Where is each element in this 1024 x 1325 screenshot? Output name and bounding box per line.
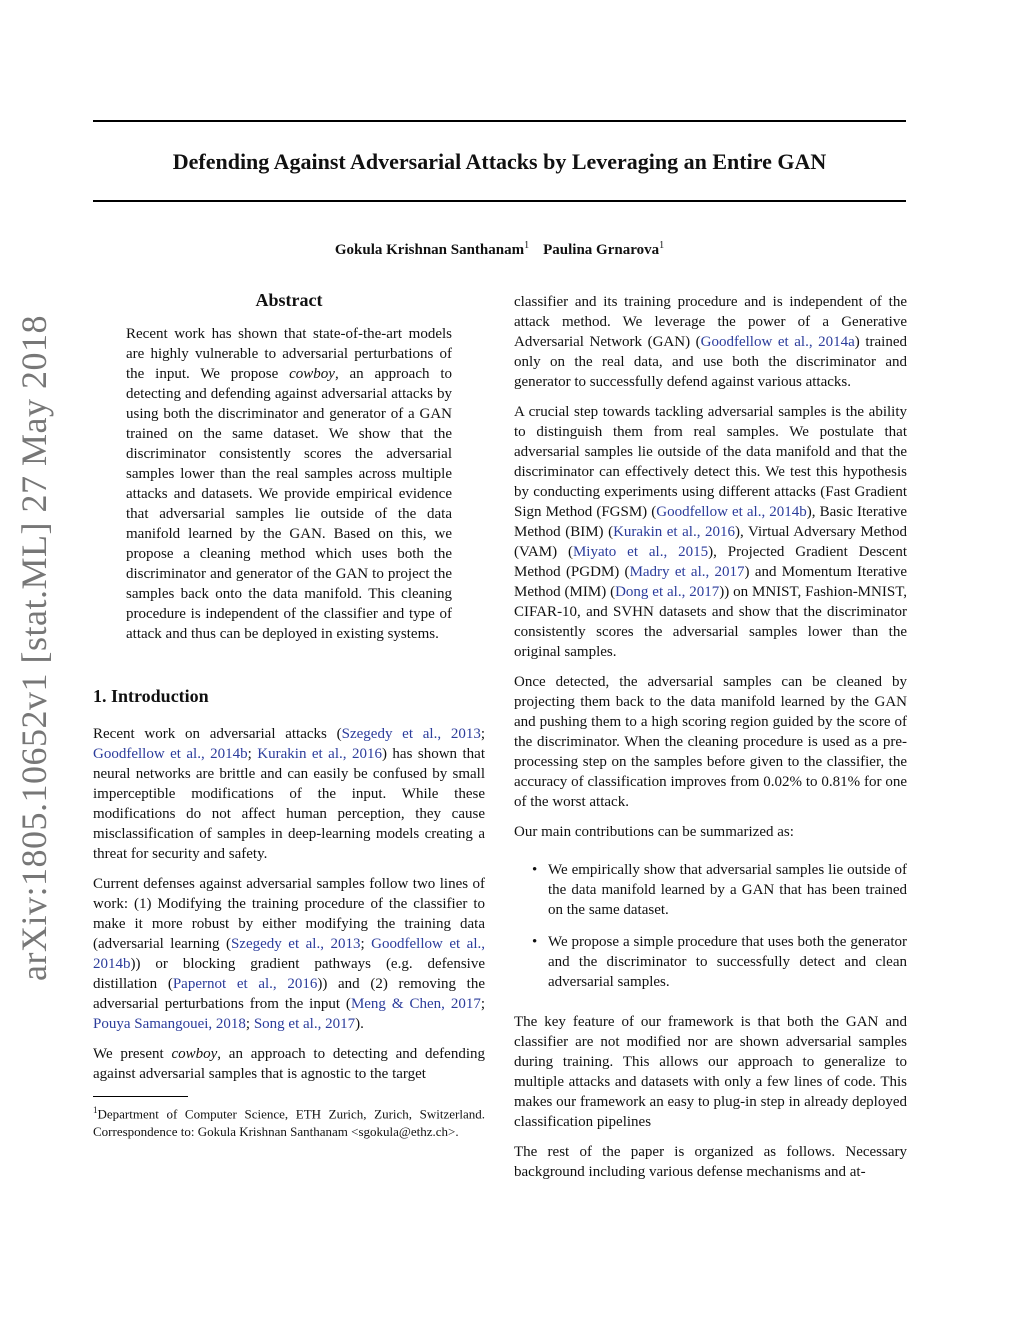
body-paragraph: A crucial step towards tackling adversarial samples is the ability to distinguish them from real samples. We postulate that adversarial samples lie outside of the data manifold and that the discriminator can effectively detect this. We test this hypothesis by conducting experiments using different attacks (Fast Gradient Sign Method (FGSM) (Goodfellow et al., 2014b), Basic Iterative Method (BIM) (Kurakin et al., 2016), Virtual Adversary Method (VAM) (Miyato et al., 2015), Projected Gradient Descent Method (PGDM) (Madry et al., 2017) and Momentum Iterative Method (MIM) (Dong et al., 2017)) on MNIST, Fashion-MNIST, CIFAR-10, and SVHN datasets and show that the discriminator consistently scores the adversarial samples lower than the original samples. [514,404,908,660]
citation-link[interactable]: Goodfellow et al., 2014b [93,936,486,972]
section-heading-introduction: 1. Introduction [93,686,209,706]
affiliation-footnote: $^1$Department of Computer Science, ETH Zurich, Zurich, Switzerland. Correspondence to: Gokula Krishnan Santhanam <sgokula@ethz.ch>. [93,1105,485,1140]
citation-link[interactable]: Szegedy et al., 2013 [230,936,361,952]
paper-title: Defending Against Adversarial Attacks by Leveraging an Entire GAN [172,149,827,174]
author-affiliation-mark: 1 [659,240,665,251]
citation-link[interactable]: Szegedy et al., 2013 [341,726,481,742]
author-affiliation-mark: 1 [524,240,530,251]
intro-paragraph: Recent work on adversarial attacks (Szegedy et al., 2013; Goodfellow et al., 2014b; Kurakin et al., 2016) has shown that neural networks are brittle and can easily be confused by small imperceptible modifications of the input. While these modifications do not affect human perception, they cause misclassification of samples in deep-learning models creating a threat for security and safety. [93,726,485,862]
footnote-rule [93,1096,188,1097]
left-column [93,288,485,1141]
list-item: • We propose a simple procedure that uses both the generator and the discriminator to successfully detect and clean adversarial samples. [532,934,907,990]
contributions-list [514,860,907,992]
abstract-body: Recent work has shown that state-of-the-art models are highly vulnerable to adversarial perturbations of the input. We propose cowboy, an approach to detecting and defending against adversarial attacks by using both the discriminator and generator of a GAN trained on the same dataset. We show that the discriminator consistently scores the adversarial samples lower than the real samples across multiple attacks and datasets. We provide empirical evidence that adversarial samples lie outside of the data manifold learned by the GAN. Based on this, we propose a cleaning method which uses both the discriminator and generator of the GAN to project the samples back onto the data manifold. This cleaning procedure is independent of the classifier and type of attack and thus can be deployed in existing systems. [126,326,452,642]
citation-link[interactable]: Papernot et al., 2016 [172,976,318,992]
title-rule-top [93,120,906,122]
author-name: Gokula Krishnan Santhanam [334,242,525,258]
body-paragraph: classifier and its training procedure and is independent of the attack method. We leverage the power of a Generative Adversarial Network (GAN) (Goodfellow et al., 2014a) trained only on the real data, and use both the discriminator and generator to successfully defend against various attacks. [514,294,908,390]
abstract-heading: Abstract [255,290,323,310]
citation-link[interactable]: Pouya Samangouei, 2018 [93,1016,246,1032]
citation-link[interactable]: Kurakin et al., 2016 [257,746,382,762]
body-paragraph: Our main contributions can be summarized as: [514,824,794,840]
citation-link[interactable]: Meng & Chen, 2017 [350,996,481,1012]
citation-link[interactable]: Goodfellow et al., 2014a [700,334,855,350]
title-rule-bottom [93,200,906,202]
citation-link[interactable]: Dong et al., 2017 [615,584,720,600]
citation-link[interactable]: Song et al., 2017 [253,1016,356,1032]
citation-link[interactable]: Miyato et al., 2015 [572,544,709,560]
body-paragraph: The rest of the paper is organized as follows. Necessary background including various defense mechanisms and at- [514,1144,907,1180]
citation-link[interactable]: Madry et al., 2017 [629,564,745,580]
method-name: cowboy [289,366,335,382]
intro-paragraph: We present cowboy, an approach to detecting and defending against adversarial samples that is agnostic to the target [93,1046,485,1082]
citation-link[interactable]: Goodfellow et al., 2014b [93,746,248,762]
body-paragraph: Once detected, the adversarial samples can be cleaned by projecting them back to the data manifold learned by the GAN and pushing them to a high scoring region guided by the score of the discriminator. When the cleaning procedure is used as a pre-processing step on the samples before given to the classifier, the accuracy of classification improves from 0.02% to 0.81% for one of the worst attack. [514,674,907,810]
list-item: • We empirically show that adversarial samples lie outside of the data manifold learned by a GAN that has been trained on the same dataset. [532,862,907,918]
bullet-icon: • [532,862,538,878]
footnote-mark: 1 [93,1105,98,1115]
right-column [514,292,907,1192]
body-paragraph: The key feature of our framework is that both the GAN and classifier are not modified nor are shown adversarial samples during training. This allows our approach to generalize to multiple attacks and datasets with only a few lines of code. This makes our framework an easy to plug-in step in already deployed classification pipelines [514,1014,907,1130]
author-name: Paulina Grnarova [543,242,660,258]
bullet-icon: • [532,934,538,950]
citation-link[interactable]: Kurakin et al., 2016 [613,524,735,540]
citation-link[interactable]: Goodfellow et al., 2014b [656,504,807,520]
method-name: cowboy [171,1046,218,1062]
intro-paragraph: Current defenses against adversarial samples follow two lines of work: (1) Modifying the training procedure of the classifier to make it more robust by either modifying the training data (adversarial learning (Szegedy et al., 2013; Goodfellow et al., 2014b)) or blocking gradient pathways (e.g. defensive distillation (Papernot et al., 2016)) and (2) removing the adversarial perturbations from the input (Meng & Chen, 2017; Pouya Samangouei, 2018; Song et al., 2017). [93,876,486,1032]
author-list [93,236,906,260]
arxiv-sidebar-stamp: arXiv:1805.10652v1 [stat.ML] 27 May 2018 [14,315,54,981]
